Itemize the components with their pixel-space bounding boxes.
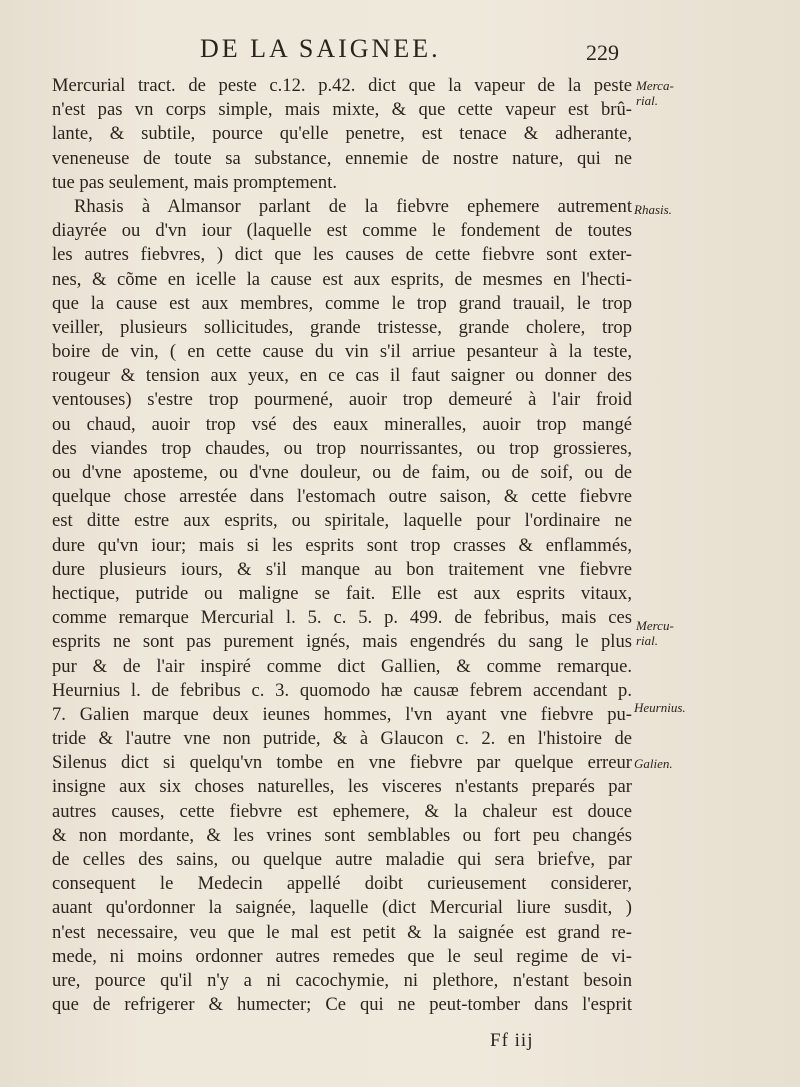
text-line: les autres fiebvres, ) dict que les causes de cette fiebvre sont exter-	[52, 244, 632, 266]
text-line: Mercurial tract. de peste c.12. p.42. dict que la vapeur de la peste	[52, 75, 632, 96]
text-line: diayrée ou d'vn iour (laquelle est comme le fondement de toutes	[52, 220, 632, 242]
text-line: Rhasis à Almansor parlant de la fiebvre ephemere autrement	[74, 195, 632, 217]
text-line: nes, & cõme en icelle la cause est aux esprits, de mesmes en l'hecti-	[52, 268, 632, 290]
margin-note-galien: Galien.	[634, 756, 673, 771]
text-line: comme remarque Mercurial l. 5. c. 5. p. 499. de febribus, mais ces	[52, 607, 632, 629]
running-title: DE LA SAIGNEE.	[200, 34, 441, 63]
margin-note-rhasis: Rhasis.	[634, 202, 672, 217]
text-line: Silenus dict si quelqu'vn tombe en vne fiebvre par quelque erreur	[52, 752, 632, 774]
text-line: tue pas seulement, mais promptement.	[52, 171, 338, 193]
text-line: dure plusieurs iours, & s'il manque au bon traitement vne fiebvre	[52, 558, 632, 580]
text-line: consequent le Medecin appellé doibt curieusement considerer,	[52, 873, 632, 895]
text-line: ou d'vne aposteme, ou d'vne douleur, ou de faim, ou de soif, ou de	[52, 462, 632, 483]
margin-note-mercurial-2: Mercu- rial.	[636, 618, 674, 648]
text-line: ventouses) s'estre trop pourmené, auoir trop demeuré à l'air froid	[52, 389, 632, 411]
text-line: autres causes, cette fiebvre est ephemere, & la chaleur est douce	[52, 800, 632, 822]
text-line: n'est necessaire, veu que le mal est petit & la saignée est grand re-	[52, 921, 632, 943]
text-line: des viandes trop chaudes, ou trop nourrissantes, ou trop grossieres,	[52, 437, 632, 459]
text-line: de celles des sains, ou quelque autre maladie qui sera briefve, par	[52, 849, 632, 870]
margin-note-mercurial: Merca- rial.	[636, 78, 674, 108]
page-header	[0, 34, 800, 74]
text-line: dure qu'vn iour; mais si les esprits sont trop crasses & enflammés,	[52, 534, 632, 556]
text-line: 7. Galien marque deux ieunes hommes, l'vn ayant vne fiebvre pu-	[52, 703, 632, 725]
text-line: esprits ne sont pas purement ignés, mais engendrés du sang le plus	[52, 631, 632, 653]
text-line: ure, pource qu'il n'y a ni cacochymie, ni plethore, n'estant besoin	[52, 969, 632, 991]
text-line: & non mordante, & les vrines sont semblables ou fort peu changés	[52, 824, 632, 846]
text-line: veneneuse de toute sa substance, ennemie de nostre nature, qui ne	[52, 147, 632, 169]
text-line: n'est pas vn corps simple, mais mixte, & que cette vapeur est brû-	[52, 99, 632, 121]
body-text	[52, 74, 632, 1017]
margin-note-heurnius: Heurnius.	[634, 700, 686, 715]
text-line: pur & de l'air inspiré comme dict Gallien, & comme remarque.	[52, 655, 632, 677]
signature-mark: Ff iij	[490, 1030, 534, 1051]
text-line: mede, ni moins ordonner autres remedes que le seul regime de vi-	[52, 945, 632, 967]
text-line: rougeur & tension aux yeux, en ce cas il faut saigner ou donner des	[52, 365, 632, 387]
text-line: hectique, putride ou maligne se fait. Elle est aux esprits vitaux,	[52, 582, 632, 604]
text-line: est ditte estre aux esprits, ou spiritale, laquelle pour l'ordinaire ne	[52, 510, 632, 532]
text-line: que de refrigerer & humecter; Ce qui ne peut-tomber dans l'esprit	[52, 994, 632, 1016]
text-line: veiller, plusieurs sollicitudes, grande tristesse, grande cholere, trop	[52, 316, 632, 338]
text-line: que la cause est aux membres, comme le trop grand trauail, le trop	[52, 292, 632, 314]
text-line: ou chaud, auoir trop vsé des eaux mineralles, auoir trop mangé	[52, 413, 632, 435]
text-line: auant qu'ordonner la saignée, laquelle (dict Mercurial liure susdit, )	[52, 897, 632, 919]
text-line: insigne aux six choses naturelles, les visceres n'estants preparés par	[52, 776, 632, 798]
text-line: quelque chose arrestée dans l'estomach outre saison, & cette fiebvre	[52, 486, 632, 508]
text-line: Heurnius l. de febribus c. 3. quomodo hæ causæ febrem accendant p.	[52, 679, 632, 701]
text-line: boire de vin, ( en cette cause du vin s'il arriue pesanteur à la teste,	[52, 341, 632, 363]
text-line: tride & l'autre vne non putride, & à Glaucon c. 2. en l'histoire de	[52, 728, 632, 750]
page-number: 229	[586, 40, 619, 65]
text-line: lante, & subtile, pource qu'elle penetre, est tenace & adherante,	[52, 123, 632, 145]
